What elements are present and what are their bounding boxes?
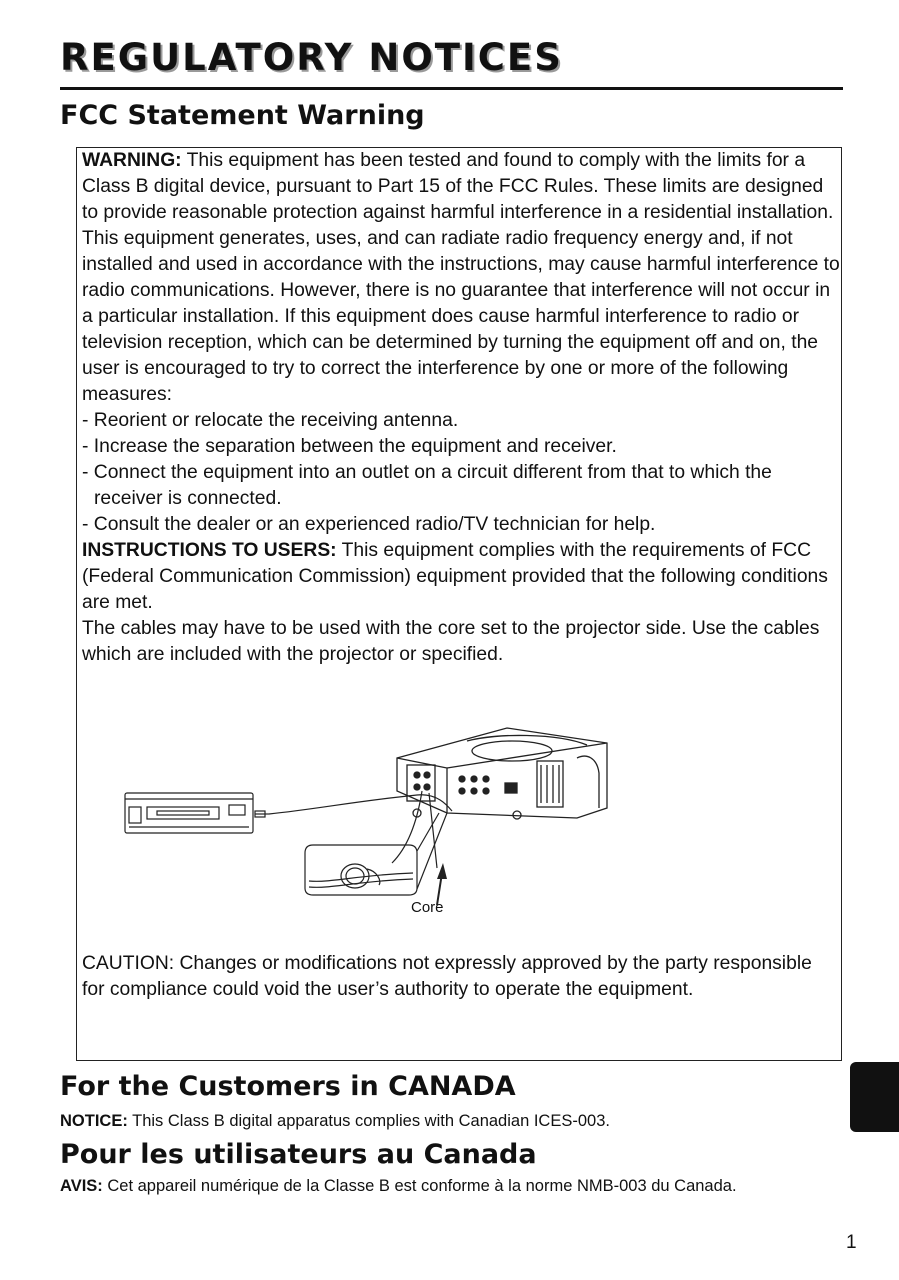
measure-item: - Consult the dealer or an experienced radio/TV technician for help. <box>82 514 656 535</box>
projector-illustration <box>397 728 607 819</box>
title-rule <box>60 87 843 90</box>
canada-en-notice <box>60 1110 820 1132</box>
notice-label: NOTICE: <box>60 1112 128 1130</box>
warning-label: WARNING: <box>82 150 182 171</box>
fcc-text-block <box>82 148 840 668</box>
core-label: Core <box>411 899 444 916</box>
section-thumb-tab <box>850 1062 899 1132</box>
instructions-label: INSTRUCTIONS TO USERS: <box>82 540 337 561</box>
vcr-illustration <box>125 793 253 833</box>
instructions-text: This equipment complies with the requirements of FCC (Federal Communication Commission) equipment provided that the following conditions are met. <box>82 540 828 613</box>
canada-fr-notice <box>60 1175 820 1197</box>
measure-item: - Reorient or relocate the receiving antenna. <box>82 410 459 431</box>
projector-cable-illustration <box>117 713 617 913</box>
canada-fr-heading: Pour les utilisateurs au Canada <box>60 1139 537 1170</box>
warning-paragraph <box>82 148 840 408</box>
measure-item: - Connect the equipment into an outlet on a circuit different from that to which the receiver is connected. <box>82 462 772 509</box>
canada-en-heading: For the Customers in CANADA <box>60 1071 516 1102</box>
fcc-warning-box <box>76 147 842 1061</box>
caution-paragraph: CAUTION: Changes or modifications not expressly approved by the party responsible for compliance could void the user’s authority to operate the equipment. <box>82 953 812 1000</box>
avis-text: Cet appareil numérique de la Classe B est conforme à la norme NMB-003 du Canada. <box>107 1177 737 1195</box>
core-detail-callout <box>305 813 447 895</box>
cables-paragraph: The cables may have to be used with the core set to the projector side. Use the cables which are included with the projector or specified. <box>82 618 820 665</box>
fcc-heading: FCC Statement Warning <box>60 100 425 131</box>
notice-text: This Class B digital apparatus complies with Canadian ICES-003. <box>132 1112 610 1130</box>
page-number: 1 <box>846 1232 857 1253</box>
avis-label: AVIS: <box>60 1177 103 1195</box>
measure-item: - Increase the separation between the equipment and receiver. <box>82 436 617 457</box>
instructions-paragraph <box>82 538 840 616</box>
warning-text: This equipment has been tested and found to comply with the limits for a Class B digital device, pursuant to Part 15 of the FCC Rules. These limits are designed to provide reasonable protection against harmful interference in a residential installation. This equipment generates, uses, and can radiate radio frequency energy and, if not installed and used in accordance with the instructions, may cause harmful interference to radio communications. However, there is no guarantee that interference will not occur in a particular installation. If this equipment does cause harmful interference to radio or television reception, which can be determined by turning the equipment off and on, the user is encouraged to try to correct the interference by one or more of the following measures: <box>82 150 840 405</box>
page-title: REGULATORY NOTICES <box>60 36 563 79</box>
